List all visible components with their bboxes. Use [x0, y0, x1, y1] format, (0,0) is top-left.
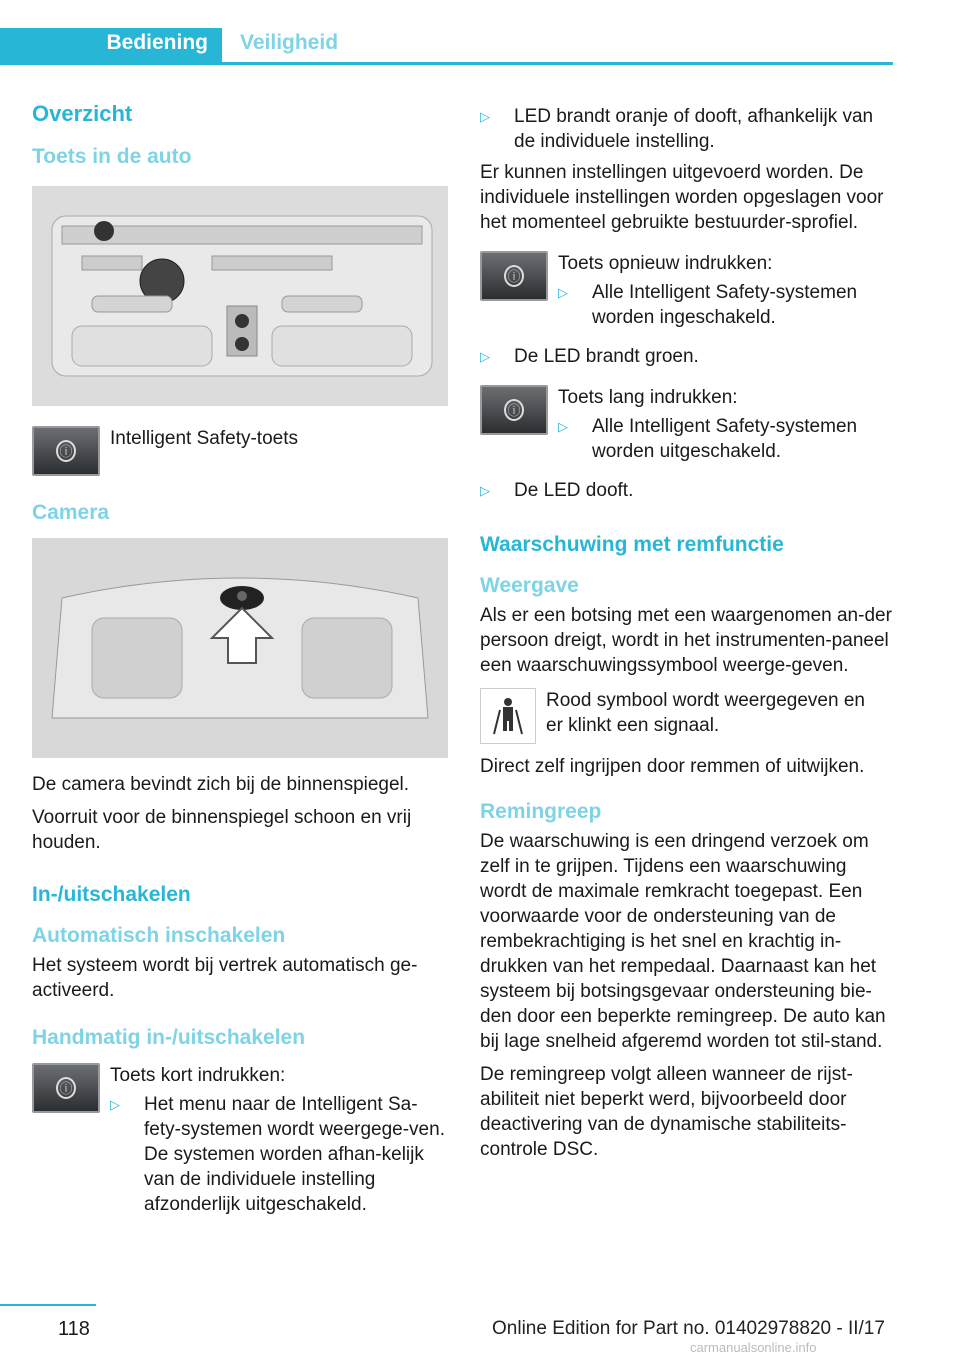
page-number: 118 [58, 1318, 90, 1340]
bullet-text: Alle Intelligent Safety-systemen worden uitgeschakeld. [592, 416, 858, 462]
remingreep-paragraph-2: De remingreep volgt alleen wanneer de rijst-abiliteit niet beperkt werd, bijvoorbeeld door deactivering van de dynamische stabiliteits-controle DSC. [480, 1064, 853, 1160]
dashboard-illustration [32, 186, 448, 406]
intelligent-safety-icon: ⓘ [504, 399, 524, 421]
safety-button-image-4 [480, 385, 548, 435]
list-item [558, 414, 888, 464]
heading-automatisch-inschakelen: Automatisch inschakelen [32, 924, 286, 947]
heading-handmatig: Handmatig in-/uitschakelen [32, 1026, 306, 1049]
intelligent-safety-icon: ⓘ [56, 440, 76, 462]
heading-waarschuwing: Waarschuwing met remfunctie [480, 533, 784, 556]
camera-paragraph-2: Voorruit voor de binnenspiegel schoon en vrij houden. [32, 807, 412, 853]
lang-indrukken-label: Toets lang indrukken: [558, 387, 738, 408]
bullet-text: Alle Intelligent Safety-systemen worden ingeschakeld. [592, 282, 858, 328]
warning-symbol-row [480, 688, 894, 744]
triangle-bullet-icon: ▷ [480, 109, 490, 124]
pedestrian-icon [486, 694, 530, 738]
heading-camera: Camera [32, 501, 110, 524]
remingreep-paragraph-1: De waarschuwing is een dringend verzoek om zelf in te grijpen. Tijdens een waarschuwing wordt de maximale remkracht toegepast. Een voorwaarde voor de ondersteuning van de rembekrachtiging is het snel en krachtig in-drukken van het rempedaal. Daarnaast kan het systeem bij botsingsgevaar ondersteuning bie-den door een beperkte remingreep. De auto kan bij lage snelheid afgeremd worden tot stil-stand. [480, 831, 886, 1052]
safety-button-image-3 [480, 251, 548, 301]
automatisch-paragraph: Het systeem wordt bij vertrek automatisch ge-activeerd. [32, 955, 418, 1001]
list-item [480, 344, 894, 369]
heading-weergave: Weergave [480, 574, 579, 597]
triangle-bullet-icon: ▷ [480, 483, 490, 498]
footer-rule [0, 1304, 96, 1306]
opnieuw-indrukken-label: Toets opnieuw indrukken: [558, 253, 773, 274]
watermark: carmanualsonline.info [690, 1340, 817, 1355]
triangle-bullet-icon: ▷ [558, 419, 568, 434]
bullet-text: De LED dooft. [514, 480, 634, 501]
intelligent-safety-icon: ⓘ [56, 1077, 76, 1099]
right-column [480, 104, 894, 1170]
kort-indrukken-row [32, 1063, 448, 1223]
intelligent-safety-icon: ⓘ [504, 265, 524, 287]
left-column [32, 100, 448, 1231]
lang-indrukken-row [480, 385, 894, 470]
bullet-text: LED brandt oranje of dooft, afhankelijk van de individuele instelling. [514, 106, 874, 152]
heading-toets-in-de-auto: Toets in de auto [32, 145, 192, 168]
bullet-text: Het menu naar de Intelligent Sa-fety-systemen wordt weergege-ven. De systemen worden afhan-kelijk van de individuele instelling afzonderlijk uitgeschakeld. [144, 1094, 445, 1215]
weergave-paragraph: Als er een botsing met een waargenomen an-der persoon dreigt, wordt in het instrumenten-paneel een waarschuwingssymbool weerge-geven. [480, 605, 892, 676]
list-item [480, 478, 894, 503]
pedestrian-warning-icon [480, 688, 536, 744]
triangle-bullet-icon: ▷ [480, 349, 490, 364]
heading-overzicht: Overzicht [32, 101, 133, 126]
kort-indrukken-label: Toets kort indrukken: [110, 1065, 286, 1086]
safety-button-label: Intelligent Safety-toets [110, 428, 298, 449]
safety-button-image [32, 426, 100, 476]
list-item [110, 1092, 448, 1217]
triangle-bullet-icon: ▷ [558, 285, 568, 300]
bullet-text: De LED brandt groen. [514, 346, 699, 367]
tab-veiligheid[interactable]: Veiligheid [240, 31, 339, 54]
instellingen-paragraph: Er kunnen instellingen uitgevoerd worden. De individuele instellingen worden opgeslagen voor het momenteel gebruikte bestuurder-sprofiel. [480, 162, 884, 233]
heading-remingreep: Remingreep [480, 800, 602, 823]
camera-photo [32, 538, 448, 758]
edition-text: Online Edition for Part no. 01402978820 - II/17 [492, 1318, 885, 1339]
warning-symbol-text: Rood symbool wordt weergegeven en er klinkt een signaal. [546, 690, 865, 736]
dashboard-photo [32, 186, 448, 406]
list-item [480, 104, 894, 154]
list-item [558, 280, 888, 330]
camera-paragraph-1: De camera bevindt zich bij de binnenspiegel. [32, 774, 410, 795]
tab-bediening[interactable]: Bediening [0, 28, 222, 62]
heading-in-uitschakelen: In-/uitschakelen [32, 883, 191, 906]
windshield-illustration [32, 538, 448, 758]
direct-paragraph: Direct zelf ingrijpen door remmen of uitwijken. [480, 756, 865, 777]
opnieuw-indrukken-row [480, 251, 894, 336]
triangle-bullet-icon: ▷ [110, 1097, 120, 1112]
safety-button-row [32, 426, 448, 476]
safety-button-image-2 [32, 1063, 100, 1113]
